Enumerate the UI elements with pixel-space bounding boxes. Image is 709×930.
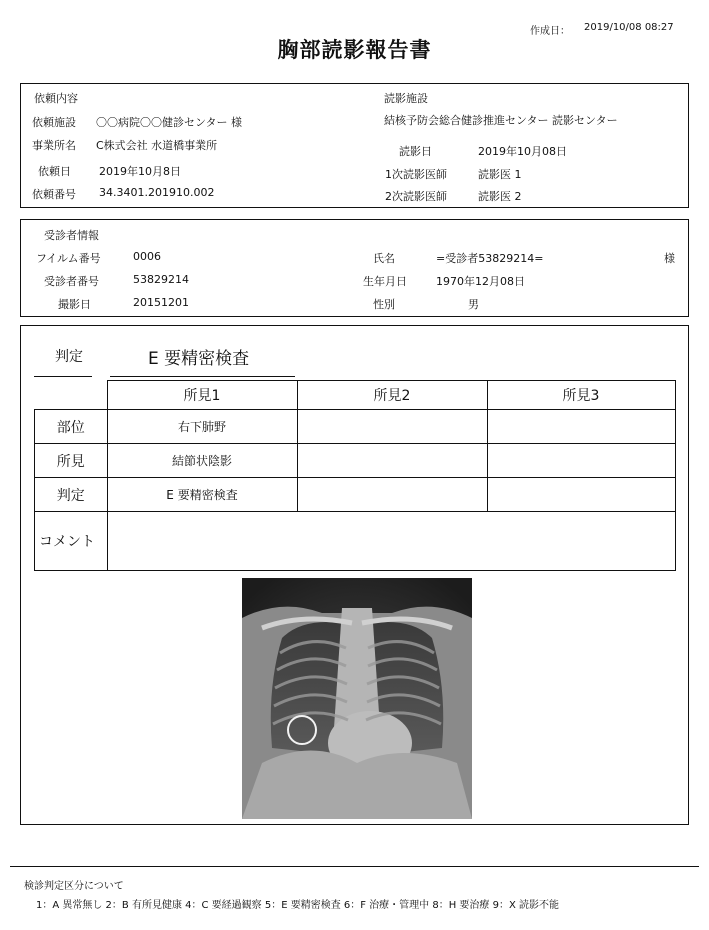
finding-cell-2 (297, 444, 487, 478)
row-label-site: 部位 (35, 410, 108, 444)
row-label-judgement: 判定 (35, 478, 108, 512)
legend-title: 検診判定区分について (24, 881, 124, 892)
judgement-cell-3 (487, 478, 675, 512)
findings-header-1: 所見1 (107, 381, 297, 410)
facility-label: 依頼施設 (32, 116, 76, 129)
row-label-finding: 所見 (35, 444, 108, 478)
comment-cell (107, 512, 675, 571)
request-date-value: 2019年10月8日 (99, 165, 181, 178)
reading-date-value: 2019年10月08日 (478, 145, 567, 158)
findings-header-2: 所見2 (297, 381, 487, 410)
findings-header-3: 所見3 (487, 381, 675, 410)
name-value: =受診者53829214= (436, 252, 544, 265)
judgement-value-underline (110, 376, 295, 377)
doctor2-label: 2次読影医師 (385, 190, 447, 203)
created-value: 2019/10/08 08:27 (584, 22, 674, 33)
sex-value: 男 (468, 298, 479, 311)
site-cell-3 (487, 410, 675, 444)
findings-corner (35, 381, 108, 410)
dob-value: 1970年12月08日 (436, 275, 525, 288)
film-value: 0006 (133, 250, 161, 263)
reading-date-label: 読影日 (399, 145, 432, 158)
examinee-id-value: 53829214 (133, 273, 189, 286)
table-row (35, 512, 676, 571)
site-cell-2 (297, 410, 487, 444)
legend-text: 1：A 異常無し 2：B 有所見健康 4：C 要経過観察 5：E 要精密検査 6：F 治療・管理中 8：H 要治療 9：X 読影不能 (36, 900, 559, 911)
row-label-comment: コメント (35, 512, 108, 571)
examinee-section (20, 219, 689, 317)
request-number-label: 依頼番号 (32, 188, 76, 201)
facility-value: 〇〇病院〇〇健診センター 様 (96, 116, 243, 129)
name-label: 氏名 (373, 252, 395, 265)
examinee-id-label: 受診者番号 (44, 275, 99, 288)
judgement-cell-2 (297, 478, 487, 512)
request-number-value: 34.3401.201910.002 (99, 186, 215, 199)
reading-facility-heading: 読影施設 (384, 92, 428, 105)
sex-label: 性別 (373, 298, 395, 311)
judgement-value: E 要精密検査 (148, 349, 250, 369)
table-row (35, 444, 676, 478)
office-value: C株式会社 水道橋事業所 (96, 139, 218, 152)
judgement-cell-1: E 要精密検査 (107, 478, 297, 512)
reading-facility-value: 結核予防会総合健診推進センター 読影センター (384, 114, 618, 127)
shot-date-value: 20151201 (133, 296, 189, 309)
table-row (35, 478, 676, 512)
office-label: 事業所名 (32, 139, 76, 152)
dob-label: 生年月日 (363, 275, 407, 288)
table-row (35, 410, 676, 444)
page-title: 胸部読影報告書 (277, 38, 432, 62)
shot-date-label: 撮影日 (58, 298, 91, 311)
footer-divider (10, 866, 699, 867)
findings-table (34, 380, 676, 571)
judgement-label-underline (34, 376, 92, 377)
chest-xray-image (242, 578, 472, 819)
created-label: 作成日： (530, 26, 570, 37)
finding-cell-1: 結節状陰影 (107, 444, 297, 478)
request-heading: 依頼内容 (34, 92, 78, 105)
doctor2-value: 読影医 2 (478, 190, 522, 203)
name-suffix: 様 (664, 252, 675, 265)
doctor1-label: 1次読影医師 (385, 168, 447, 181)
request-date-label: 依頼日 (38, 165, 71, 178)
finding-cell-3 (487, 444, 675, 478)
site-cell-1: 右下肺野 (107, 410, 297, 444)
film-label: フイルム番号 (36, 252, 101, 265)
doctor1-value: 読影医 1 (478, 168, 522, 181)
examinee-heading: 受診者情報 (44, 229, 99, 242)
judgement-label: 判定 (55, 349, 83, 365)
